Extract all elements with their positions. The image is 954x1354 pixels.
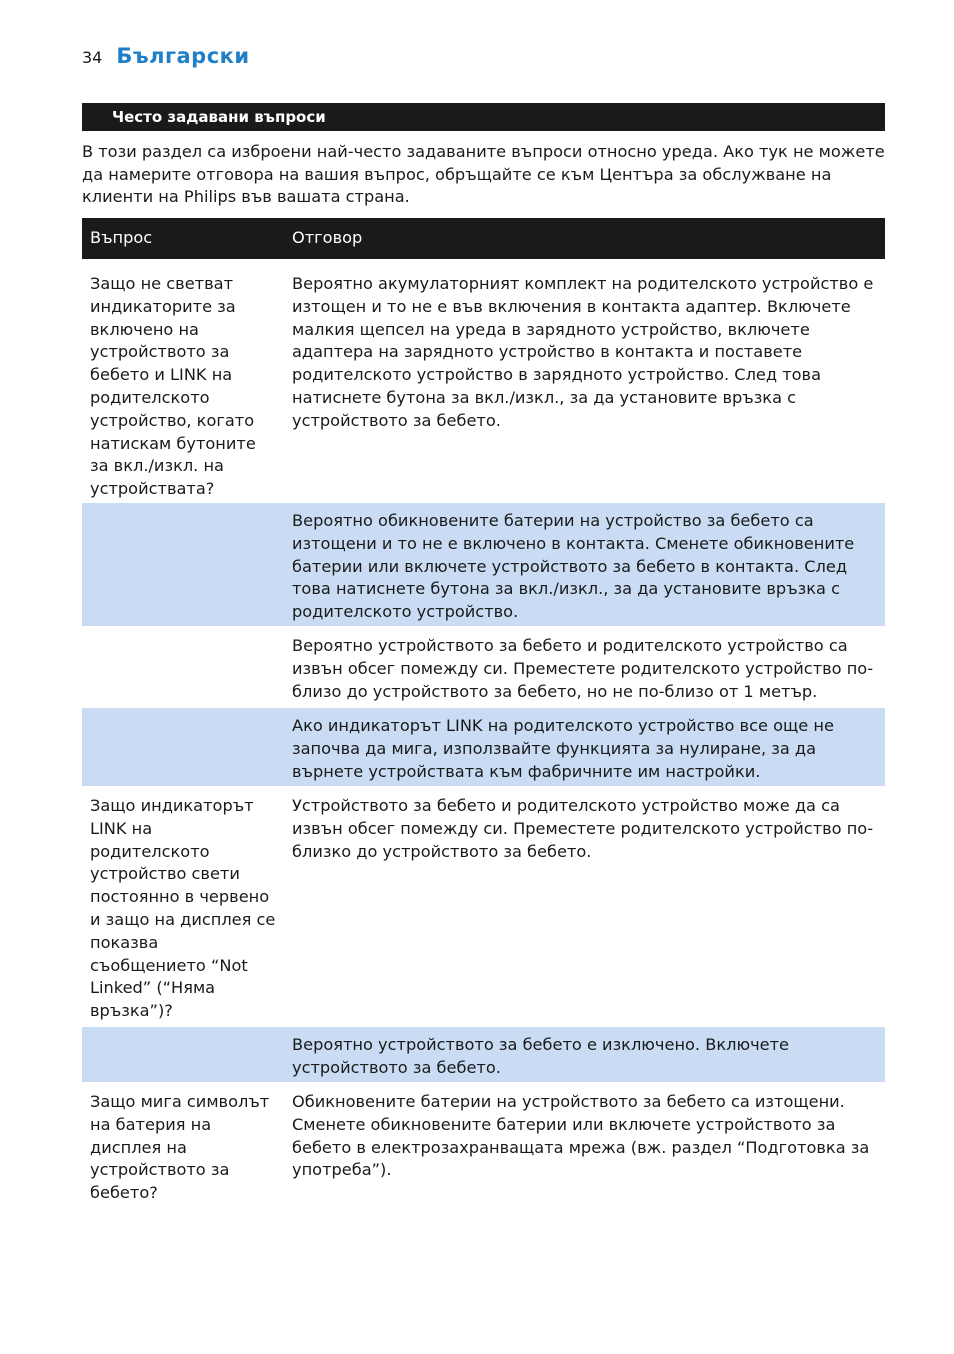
section-heading-bar [82, 103, 885, 131]
table-row [82, 1083, 885, 1205]
faq-table [82, 218, 885, 1205]
answer-cell: Обикновените батерии на устройството за бебето са изтощени. Сменете обикновените батерии или включете устройството за бебето в електрозахранващата мрежа (вж. раздел “Подготовка за употреба”). [284, 1083, 885, 1205]
answer-cell: Вероятно устройството за бебето и родителското устройство са извън обсег помежду си. Преместете родителското устройство по-близо до устройството за бебето, но не по-близо от 1 метър. [284, 627, 885, 707]
question-cell: Защо не светват индикаторите за включено на устройството за бебето и LINK на родителското устройство, когато натискам бутоните за вкл./изкл. на устройствата? [82, 260, 284, 502]
table-row [82, 707, 885, 787]
table-row [82, 1026, 885, 1083]
question-cell [82, 1026, 284, 1083]
question-cell: Защо мига символът на батерия на дисплея на устройството за бебето? [82, 1083, 284, 1205]
table-row [82, 627, 885, 707]
page-header [82, 44, 250, 68]
column-header-answer: Отговор [284, 218, 885, 260]
column-header-question: Въпрос [82, 218, 284, 260]
table-row [82, 787, 885, 1026]
answer-cell: Вероятно обикновените батерии на устройство за бебето са изтощени и то не е включено в контакта. Сменете обикновените батерии или включете устройството за бебето в контакта. След това натиснете бутона за вкл./изкл., за да установите връзка с родителското устройство. [284, 502, 885, 627]
question-cell [82, 707, 284, 787]
table-row [82, 502, 885, 627]
page-number: 34 [82, 48, 103, 67]
question-cell [82, 502, 284, 627]
intro-paragraph: В този раздел са изброени най-често задаваните въпроси относно уреда. Ако тук не можете да намерите отговора на вашия въпрос, обръщайте се към Центъра за обслужване на клиенти на Philips във вашата страна. [82, 142, 885, 207]
table-row [82, 260, 885, 502]
question-cell [82, 627, 284, 707]
section-title: Често задавани въпроси [112, 108, 326, 126]
page-language-title: Български [116, 44, 250, 68]
answer-cell: Вероятно устройството за бебето е изключено. Включете устройството за бебето. [284, 1026, 885, 1083]
question-cell: Защо индикаторът LINK на родителското устройство свети постоянно в червено и защо на дисплея се показва съобщението “Not Linked” (“Няма връзка”)? [82, 787, 284, 1026]
answer-cell: Ако индикаторът LINK на родителското устройство все още не започва да мига, използвайте функцията за нулиране, за да върнете устройствата към фабричните им настройки. [284, 707, 885, 787]
answer-cell: Вероятно акумулаторният комплект на родителското устройство е изтощен и то не е във включения в контакта адаптер. Включете малкия щепсел на уреда в зарядното устройство, включете адаптера на зарядното устройство в контакта и поставете родителското устройство в зарядното устройство. След това натиснете бутона за вкл./изкл., за да установите връзка с устройството за бебето. [284, 260, 885, 502]
answer-cell: Устройството за бебето и родителското устройство може да са извън обсег помежду си. Преместете родителското устройство по-близко до устройството за бебето. [284, 787, 885, 1026]
table-header-row [82, 218, 885, 260]
